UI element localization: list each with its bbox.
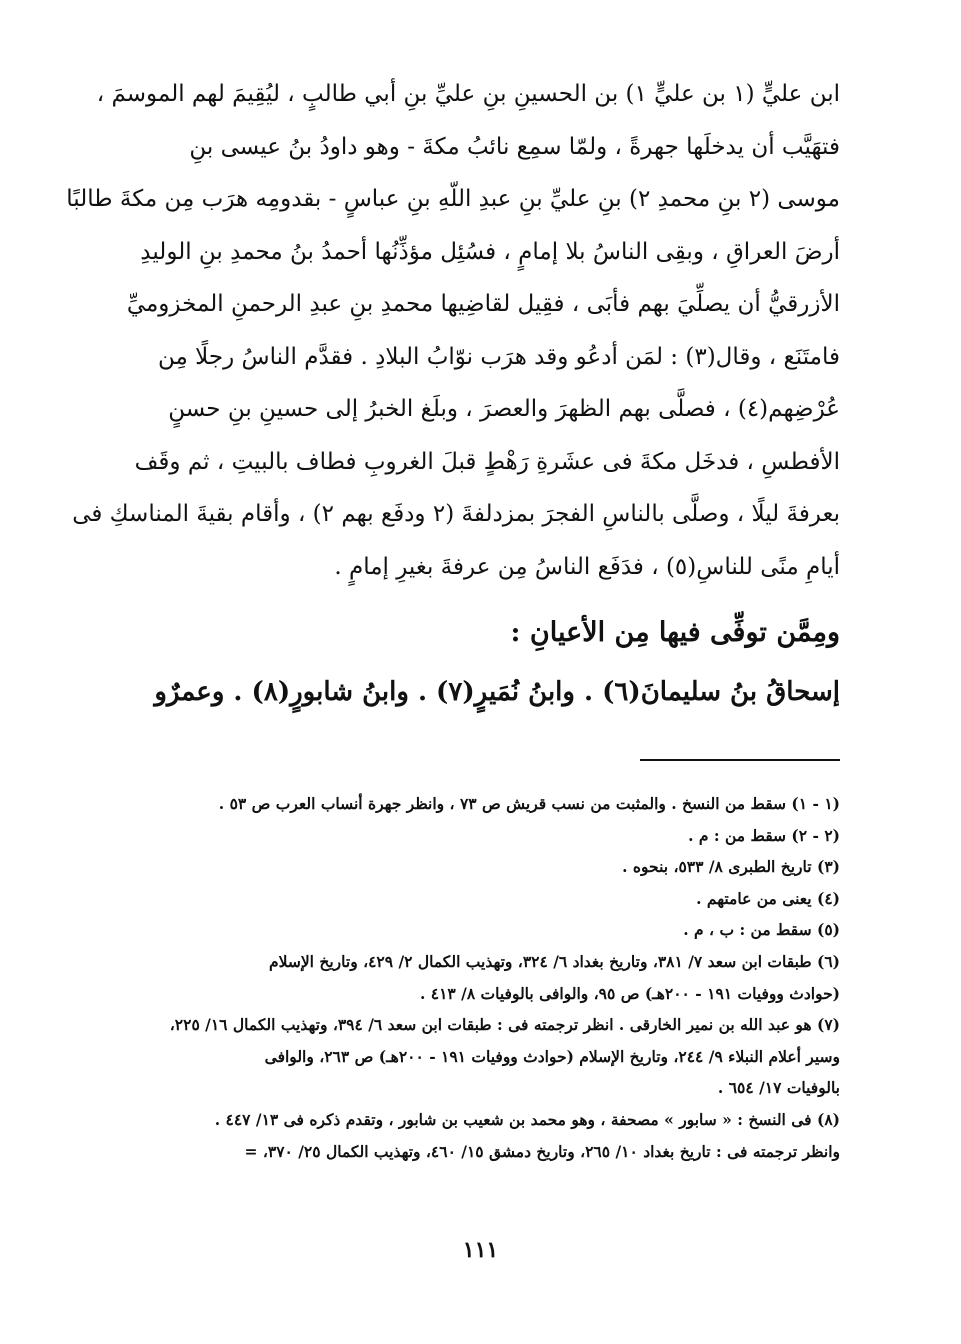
footnote-line: (٦) طبقات ابن سعد ٧/ ٣٨١، وتاريخ بغداد ٦/ ٣٢٤، وتهذيب الكمال ٢/ ٤٢٩، وتاريخ الإسلام — [268, 951, 840, 971]
text-line: الأفطسِ ، فدخَل مكةَ فى عشَرةِ رَهْطٍ قبلَ الغروبِ فطاف بالبيتِ ، ثم وقَف — [134, 448, 840, 475]
footnotes — [128, 788, 840, 1167]
footnote-line: وسير أعلام النبلاء ٩/ ٢٤٤، وتاريخ الإسلام (حوادث ووفيات ١٩١ - ٢٠٠هـ) ص ٢٦٣، والوافى — [264, 1046, 840, 1066]
text-line: أيامِ منًى للناسِ(٥) ، فدَفَع الناسُ مِن عرفةَ بغيرِ إمامٍ . — [334, 553, 840, 580]
footnote-line: (حوادث ووفيات ١٩١ - ٢٠٠هـ) ص ٩٥، والوافى بالوفيات ٨/ ٤١٣ . — [419, 983, 840, 1003]
text-line: فامتَنَع ، وقال(٣) : لمَن أدعُو وقد هرَب نوّابُ البلادِ . فقدَّم الناسُ رجلًا مِن — [158, 343, 840, 370]
footnote-line: (٥) سقط من : ب ، م . — [683, 920, 840, 940]
footnote-line: (٣) تاريخ الطبرى ٨/ ٥٣٣، بنحوه . — [622, 857, 840, 877]
notables-names-line: إسحاقُ بنُ سليمانَ(٦) . وابنُ نُمَيرٍ(٧) . وابنُ شابورٍ(٨) . وعمرٌو — [154, 677, 840, 707]
main-text — [66, 68, 840, 593]
text-line: موسى (٢ بنِ محمدِ ٢) بنِ عليِّ بنِ عبدِ اللّهِ بنِ عباسٍ - بقدومِه هرَب مِن مكةَ طالبًا — [66, 186, 840, 212]
footnote-line: (٨) فى النسخ : « سابور » مصحفة ، وهو محمد بن شعيب بن شابور ، وتقدم ذكره فى ١٣/ ٤٤٧ . — [214, 1109, 840, 1129]
footnote-line: (١ - ١) سقط من النسخ . والمثبت من نسب قريش ص ٧٣ ، وانظر جهرة أنساب العرب ص ٥٣ . — [218, 794, 840, 813]
text-line: عُرْضِهم(٤) ، فصلَّى بهم الظهرَ والعصرَ ، وبلَغ الخبرُ إلى حسينِ بنِ حسنٍ — [168, 396, 840, 422]
text-line: بعرفةَ ليلًا ، وصلَّى بالناسِ الفجرَ بمزدلفةَ (٢ ودفَع بهم ٢) ، وأقام بقيةَ المناسكِ فى — [72, 501, 840, 527]
text-line: ابن عليٍّ (١ بن عليٍّ ١) بن الحسينِ بنِ عليِّ بنِ أبي طالبٍ ، ليُقِيمَ لهم الموسمَ ، — [96, 81, 840, 107]
footnote-line: (٧) هو عبد الله بن نمير الخارقى . انظر ترجمته فى : طبقات ابن سعد ٦/ ٣٩٤، وتهذيب الكمال ١٦/ ٢٢٥، — [169, 1015, 840, 1035]
page-number: ١١١ — [462, 1237, 499, 1263]
text-line: الأزرقيُّ أن يصلِّيَ بهم فأبَى ، فقِيل لقاضِيها محمدِ بنِ عبدِ الرحمنِ المخزوميِّ — [126, 291, 840, 317]
footnote-line: (٤) يعنى من عامتهم . — [696, 888, 840, 908]
footnote-line: (٢ - ٢) سقط من : م . — [688, 825, 840, 845]
text-line: أرضَ العراقِ ، وبقِى الناسُ بلا إمامٍ ، فسُئِل مؤذِّنُها أحمدُ بنُ محمدِ بنِ الوليدِ — [140, 238, 840, 265]
text-line: فتهَيَّب أن يدخلَها جهرةً ، ولمّا سمِع نائبُ مكةَ - وهو داودُ بنُ عيسى بنِ — [189, 133, 840, 160]
section-heading: ومِمَّن توفِّى فيها مِن الأعيانِ : — [510, 617, 840, 648]
footnote-line: وانظر ترجمته فى : تاريخ بغداد ١٠/ ٢٦٥، وتاريخ دمشق ١٥/ ٤٦٠، وتهذيب الكمال ٢٥/ ٣٧٠، = — [244, 1141, 840, 1161]
footnote-divider — [640, 759, 840, 761]
footnote-line: بالوفيات ١٧/ ٦٥٤ . — [717, 1078, 840, 1098]
